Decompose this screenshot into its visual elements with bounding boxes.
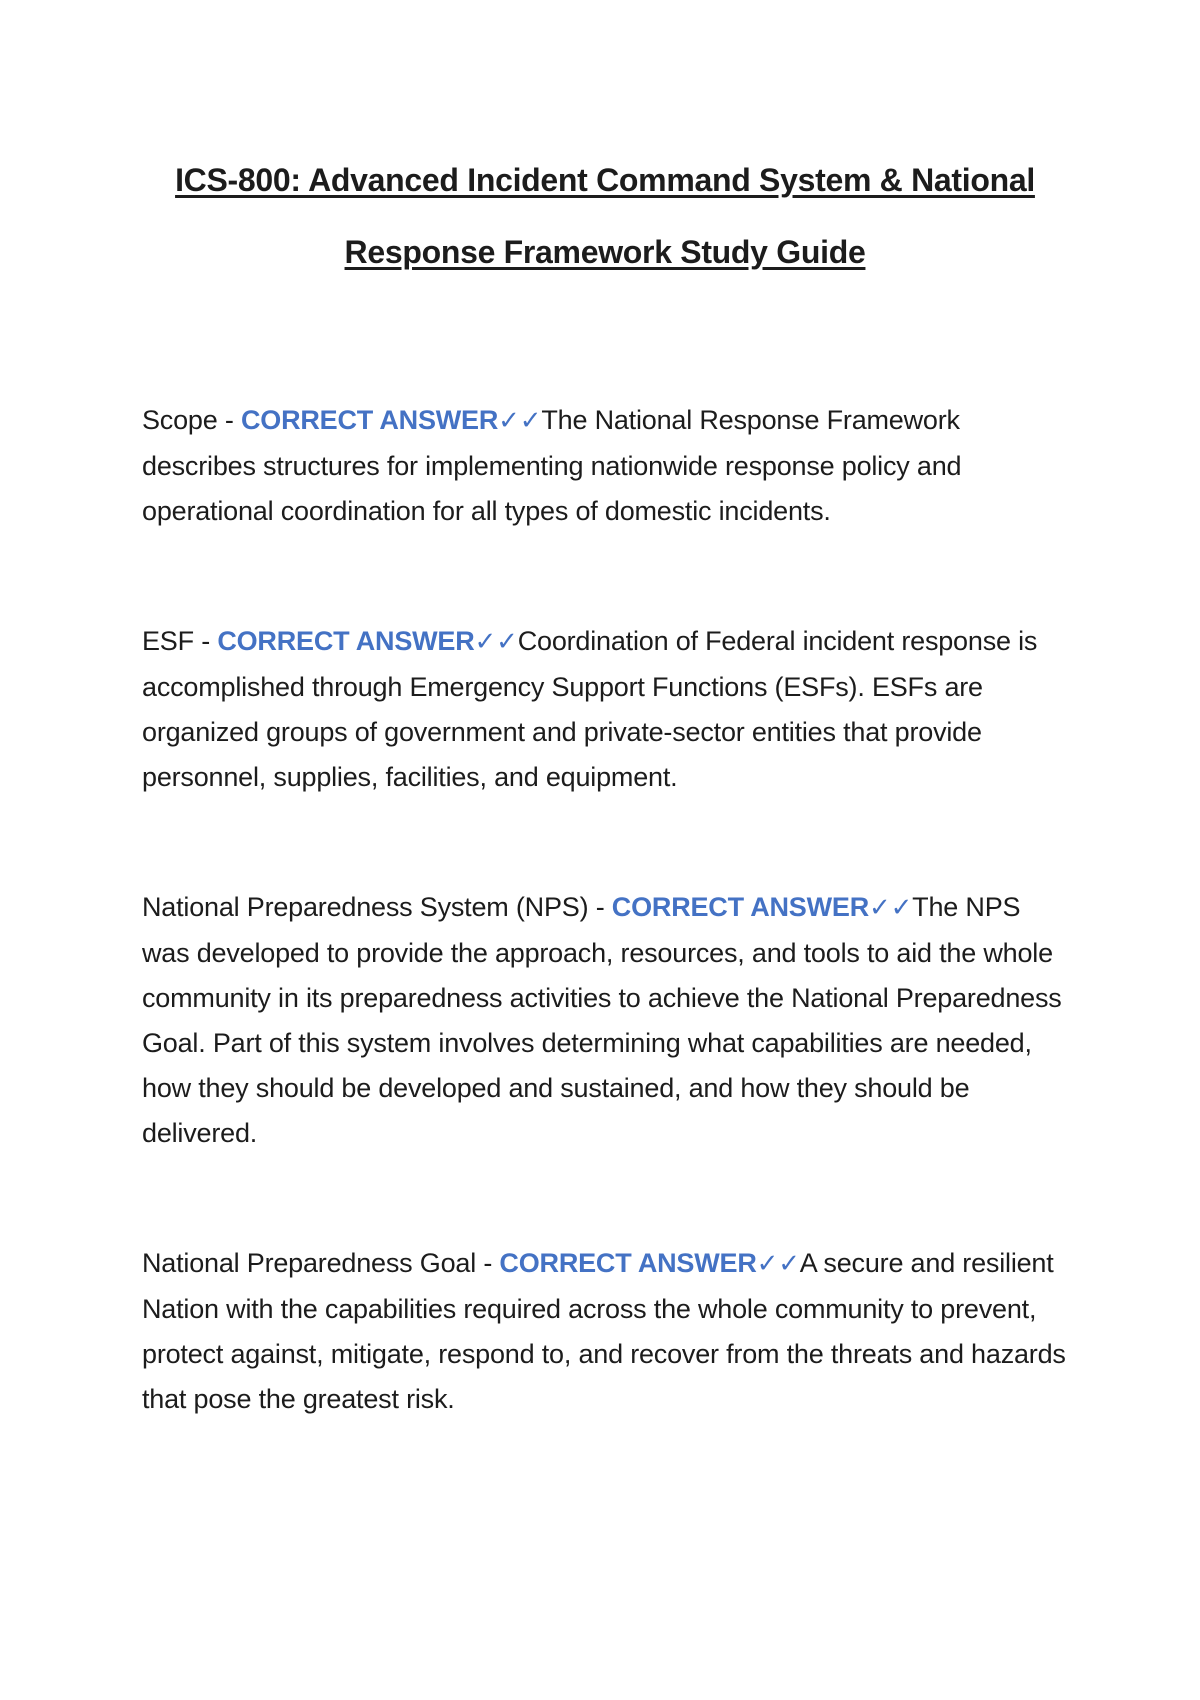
entry-separator: - [193,626,218,656]
correct-answer-label: CORRECT ANSWER [240,405,499,435]
entries-list [142,398,1068,1422]
entry-esf [142,619,1068,800]
double-check-icon: ✓✓ [869,893,913,923]
double-check-icon: ✓✓ [474,627,518,657]
entry-separator: - [588,892,612,922]
entry-term: Scope [142,405,218,435]
double-check-icon: ✓✓ [756,1249,800,1279]
entry-term: ESF [142,626,194,656]
title-line-1: ICS-800: Advanced Incident Command System & National [175,162,1035,198]
entry-term: National Preparedness System (NPS) [142,892,589,922]
document-title [142,0,1068,288]
entry-definition: A secure and resilient Nation with the capabilities required across the whole community to prevent, protect against, mitigate, respond to, and recover from the threats and hazards that pose the greatest risk. [142,1248,1066,1414]
correct-answer-label: CORRECT ANSWER [499,1248,757,1278]
correct-answer-label: CORRECT ANSWER [611,892,869,922]
entry-nps [142,885,1068,1156]
entry-npg [142,1241,1068,1422]
title-line-2: Response Framework Study Guide [344,234,866,270]
entry-definition: The National Response Framework describes structures for implementing nationwide response policy and operational coordination for all types of domestic incidents. [142,405,962,526]
entry-scope [142,398,1068,534]
double-check-icon: ✓✓ [498,406,542,436]
correct-answer-label: CORRECT ANSWER [217,626,475,656]
entry-separator: - [217,405,241,435]
entry-definition: Coordination of Federal incident response is accomplished through Emergency Support Functions (ESFs). ESFs are organized groups of government and private-sector entities that provide personnel, supplies, facilities, and equipment. [142,626,1038,792]
entry-separator: - [476,1248,500,1278]
entry-term: National Preparedness Goal [142,1248,477,1278]
entry-definition: The NPS was developed to provide the approach, resources, and tools to aid the whole community in its preparedness activities to achieve the National Preparedness Goal. Part of this system involves determining what capabilities are needed, how they should be developed and sustained, and how they should be delivered. [142,892,1062,1148]
